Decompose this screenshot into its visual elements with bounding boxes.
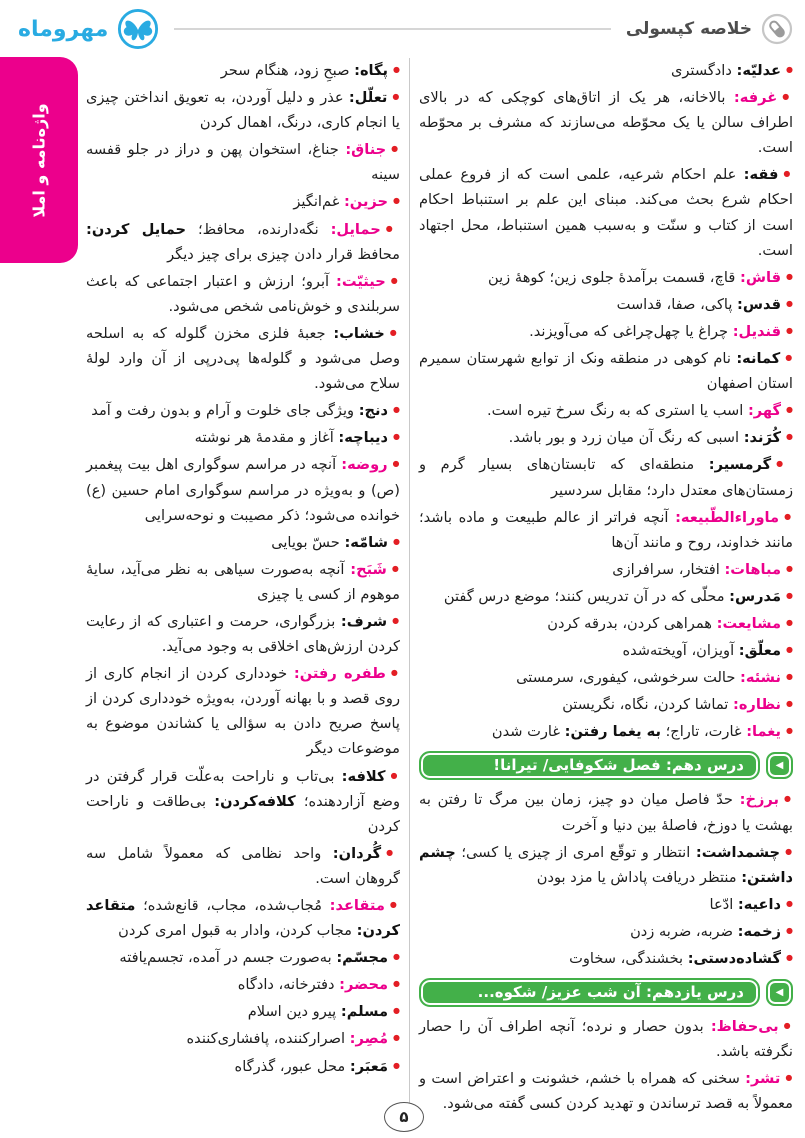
bullet-icon: ● <box>786 672 793 682</box>
glossary-entry <box>419 425 793 450</box>
glossary-entry <box>419 58 793 83</box>
keyword-text: یغما: <box>746 723 782 741</box>
definition-text: همراهی کردن، بدرقه کردن <box>547 614 717 632</box>
bullet-icon: ● <box>786 898 793 908</box>
glossary-entry <box>86 425 400 450</box>
brand-name: مهروماه <box>18 16 109 42</box>
triangle-marker-icon: ◀ <box>766 752 793 779</box>
keyword-text: قاش: <box>740 268 782 286</box>
bullet-icon: ● <box>393 1060 400 1070</box>
keyword-text: چشمداشت: <box>695 843 781 861</box>
keyword-text: کمانه: <box>736 350 781 368</box>
definition-text: غارت شدن <box>491 723 565 741</box>
bullet-icon: ● <box>786 65 793 74</box>
keyword-text: گهر: <box>747 402 782 420</box>
glossary-entry <box>419 787 793 837</box>
side-tab-label: واژه‌نامه و املا <box>29 102 49 218</box>
bullet-icon: ● <box>782 92 794 102</box>
glossary-column-left <box>86 58 400 1104</box>
keyword-text: مشایعت: <box>716 614 782 632</box>
definition-text: اسبی که رنگ آن میان زرد و بور باشد. <box>508 429 744 447</box>
glossary-entry <box>419 162 793 262</box>
bullet-icon: ● <box>776 459 794 469</box>
bullet-icon: ● <box>783 1021 794 1031</box>
definition-text: جعبهٔ فلزی مخزن گلوله که به اسلحه وصل می‌شود و گلوله‌ها پی‌درپی از آن وارد لولهٔ سلاح می‌شود. <box>86 324 400 393</box>
keyword-text: مسلم: <box>340 1003 389 1021</box>
definition-text: بی‌تاب و ناراحت به‌علّت قرار گرفتن در وضع آزاردهنده؛ <box>86 767 400 810</box>
glossary-entry <box>419 584 793 609</box>
glossary-entry <box>419 919 793 944</box>
definition-text: چراغ یا چهل‌چراغی که می‌آویزند. <box>529 322 733 340</box>
definition-text: غارت، تاراج؛ <box>661 723 747 741</box>
bullet-icon: ● <box>389 327 400 337</box>
lesson-title: درس یازدهم: آن شب عزیز/ شکوه... <box>419 978 760 1007</box>
glossary-entry <box>419 346 793 396</box>
glossary-entry <box>86 999 400 1024</box>
glossary-entry <box>419 398 793 423</box>
definition-text: آبرو؛ ارزش و اعتبار اجتماعی که باعث سربلندی و خوش‌نامی شخص می‌شود. <box>86 272 400 315</box>
definition-text: محل عبور، گذرگاه <box>234 1057 350 1075</box>
definition-text: محافظ قرار دادن چیزی برای چیز دیگر <box>167 245 400 263</box>
keyword-text: عدلیّه: <box>736 62 782 79</box>
header-section-label: خلاصه کپسولی <box>625 19 752 39</box>
definition-text: صبحِ زود، هنگام سحر <box>220 62 355 79</box>
definition-text: تماشا کردن، نگاه، نگریستن <box>562 696 733 714</box>
keyword-text: داعیه: <box>737 895 782 913</box>
glossary-column-right <box>419 58 794 1113</box>
bullet-icon: ● <box>393 196 400 206</box>
definition-text: ادّعا <box>709 895 738 913</box>
definition-text: پاکی، صفا، قداست <box>616 295 738 313</box>
bullet-icon: ● <box>786 617 793 627</box>
keyword-text: متقاعد کردن: <box>86 897 400 940</box>
definition-text: مجاب کردن، وادار به قبول امری کردن <box>118 922 357 940</box>
keyword-text: دیباچه: <box>338 429 389 447</box>
glossary-entry <box>86 217 400 267</box>
page-header <box>0 6 805 52</box>
keyword-text: کلافه‌کردن: <box>214 792 296 810</box>
definition-text: نگه‌دارنده، محافظ؛ <box>186 220 331 238</box>
bullet-icon: ● <box>786 432 793 442</box>
keyword-text: حزین: <box>343 193 389 211</box>
bullet-icon: ● <box>393 405 400 415</box>
glossary-entry <box>86 661 400 761</box>
lesson-title: درس دهم: فصل شکوفایی/ تیرانا! <box>419 751 760 780</box>
definition-text: قاچ، قسمت برآمدهٔ جلوی زین؛ کوههٔ زین <box>488 268 740 286</box>
keyword-text: گُردان: <box>332 844 382 862</box>
keyword-text: شامّه: <box>344 533 389 551</box>
keyword-text: نظاره: <box>732 696 782 714</box>
keyword-text: قدس: <box>737 295 782 313</box>
glossary-entry <box>86 972 400 997</box>
keyword-text: مَعبَر: <box>349 1057 389 1075</box>
keyword-text: معلّق: <box>738 642 782 660</box>
keyword-text: گشاده‌دستی: <box>687 950 782 967</box>
glossary-entry <box>86 1054 400 1079</box>
definition-text: منتظر دریافت پاداش یا مزد بودن <box>536 868 742 886</box>
definition-text: بزرگواری، حرمت و اعتباری که از رعایت کردن ارزش‌های اخلاقی به وجود می‌آید. <box>86 612 400 656</box>
glossary-entry <box>86 85 400 135</box>
bullet-icon: ● <box>784 511 794 521</box>
glossary-entry <box>419 946 793 971</box>
definition-text: مُجاب‌شده، مجاب، قانع‌شده؛ <box>135 897 330 914</box>
keyword-text: تعلّل: <box>348 89 388 107</box>
definition-text: انتظار و توقّع امری از چیزی یا کسی؛ <box>455 843 696 861</box>
glossary-entry <box>86 764 400 839</box>
keyword-text: شرف: <box>340 612 388 630</box>
bullet-icon: ● <box>786 726 793 736</box>
glossary-entry <box>419 638 793 663</box>
keyword-text: طفره رفتن: <box>293 665 386 683</box>
definition-text: آویزان، آویخته‌شده <box>622 642 739 660</box>
keyword-text: قندیل: <box>732 322 782 340</box>
keyword-text: دنج: <box>358 402 389 420</box>
bullet-icon: ● <box>786 953 793 962</box>
definition-text: افتخار، سرافرازی <box>612 560 725 578</box>
bullet-icon: ● <box>392 92 401 102</box>
keyword-text: مُصِر: <box>349 1030 389 1048</box>
bullet-icon: ● <box>786 925 793 935</box>
glossary-entry <box>86 530 400 555</box>
definition-text: ضربه، ضربه زدن <box>630 922 738 940</box>
bullet-icon: ● <box>393 65 400 74</box>
lesson-header <box>419 978 793 1007</box>
definition-text: دفترخانه، دادگاه <box>237 976 340 994</box>
definition-text: آنچه فراتر از عالم طبیعت و ماده باشد؛ مانند خداوند، روح و مانند آن‌ها <box>419 508 793 551</box>
bullet-icon: ● <box>786 271 793 281</box>
column-divider <box>409 58 410 1104</box>
bullet-icon: ● <box>393 979 400 989</box>
bullet-icon: ● <box>786 325 793 335</box>
glossary-entry <box>419 892 793 917</box>
definition-text: بالاخانه، هر یک از اتاق‌های کوچکی که در بالای اطراف سالن یا یک محوّطه می‌سازند که مشرف بر محوّطه است. <box>419 89 793 157</box>
bullet-icon: ● <box>786 563 793 573</box>
keyword-text: غرفه: <box>733 89 778 107</box>
definition-text: خودداری کردن از انجام کاری از روی قصد و با بهانه آوردن، به‌ویژه خودداری کردن از پاسخ صریح دادن به سؤالی یا کشاندن موضوع به موضوعات دیگر <box>86 665 400 758</box>
glossary-entry <box>86 398 400 423</box>
bullet-icon: ● <box>785 1073 793 1083</box>
keyword-text: متقاعد: <box>329 897 385 914</box>
bullet-icon: ● <box>390 770 400 780</box>
definition-text: جناغ، استخوان پهن و دراز در جلو قفسه سینه <box>86 141 400 184</box>
keyword-text: برزخ: <box>739 791 779 809</box>
definition-text: آغاز و مقدمهٔ هر نوشته <box>194 429 339 447</box>
bullet-icon: ● <box>393 432 400 442</box>
glossary-entry <box>419 692 793 717</box>
definition-text: ویژگی جای خلوت و آرام و بدون رفت و آمد <box>91 402 359 420</box>
glossary-entry <box>419 452 793 502</box>
bullet-icon: ● <box>386 847 401 857</box>
capsule-icon <box>761 13 793 45</box>
definition-text: آنچه در مراسم سوگواری اهل بیت پیغمبر (ص) و به‌ویژه در مراسم سوگواری امام حسین (ع) خوانده می‌شود؛ ذکر مصیبت و نوحه‌سرایی <box>86 456 400 524</box>
keyword-text: نشئه: <box>740 669 782 687</box>
keyword-text: شَبَح: <box>350 560 387 578</box>
bullet-icon: ● <box>786 298 793 308</box>
glossary-entry <box>86 189 400 214</box>
glossary-entry <box>86 1026 400 1051</box>
keyword-text: محضر: <box>339 976 389 994</box>
bullet-icon: ● <box>393 536 400 546</box>
glossary-entry <box>419 1014 793 1064</box>
bullet-icon: ● <box>783 169 793 179</box>
definition-text: نام کوهی در منطقه ونک از توابع شهرستان سمیرم استان اصفهان <box>419 350 793 393</box>
glossary-entry <box>419 85 793 160</box>
definition-text: به‌صورت جسم در آمده، تجسم‌یافته <box>119 949 337 967</box>
glossary-entry <box>86 893 400 943</box>
glossary-entry <box>419 611 793 636</box>
bullet-icon: ● <box>390 275 400 285</box>
glossary-entry <box>86 609 400 659</box>
definition-text: علم احکام شرعیه، علمی است که از فروع عملی احکام شرع بحث می‌کند. مبنای این علم بر استنباط احکام است از کتاب و سنّت و به‌سبب همین استنباط، محل اجتهاد است. <box>419 166 793 259</box>
page-number: ۵ <box>399 1108 409 1126</box>
bullet-icon: ● <box>391 144 400 154</box>
bullet-icon: ● <box>391 563 401 573</box>
glossary-entry <box>86 557 400 607</box>
content-area <box>86 58 794 1113</box>
keyword-text: بی‌حفاظ: <box>710 1018 779 1036</box>
glossary-entry <box>86 58 400 83</box>
keyword-text: جناق: <box>345 141 387 159</box>
keyword-text: حمایل: <box>330 220 381 238</box>
keyword-text: کلافه: <box>341 767 386 785</box>
definition-text: بدون حصار و نرده؛ آنچه اطراف آن را حصار نگرفته باشد. <box>419 1018 793 1061</box>
definition-text: اسب یا استری که به رنگ سرخ تیره است. <box>486 402 748 420</box>
bullet-icon: ● <box>393 1033 400 1043</box>
bullet-icon: ● <box>785 353 793 363</box>
keyword-text: مجسّم: <box>336 949 389 967</box>
definition-text: آنچه به‌صورت سیاهی به نظر می‌آید، سایهٔ موهوم از کسی یا چیزی <box>86 560 400 603</box>
side-tab-vocabulary <box>0 57 78 263</box>
keyword-text: پگاه: <box>354 62 389 79</box>
glossary-entry <box>419 319 793 344</box>
bullet-icon: ● <box>392 459 400 469</box>
glossary-entry <box>419 1066 793 1116</box>
keyword-text: مَدرس: <box>729 587 782 605</box>
definition-text: منطقه‌ای که تابستان‌های بسیار گرم و زمستان‌های معتدل دارد؛ مقابل سردسیر <box>419 456 793 499</box>
page-number-badge <box>384 1102 424 1132</box>
bullet-icon: ● <box>385 223 400 233</box>
glossary-entry <box>86 321 400 396</box>
glossary-entry <box>419 557 793 582</box>
glossary-entry <box>419 505 793 555</box>
bullet-icon: ● <box>786 645 793 655</box>
keyword-text: کُرَند: <box>743 429 782 447</box>
definition-text: پیرو دین اسلام <box>247 1003 341 1021</box>
bullet-icon: ● <box>786 590 793 600</box>
definition-text: دادگستری <box>670 62 737 79</box>
butterfly-icon <box>117 8 159 50</box>
keyword-text: خشاب: <box>333 324 385 342</box>
keyword-text: حیثیّت: <box>336 272 386 290</box>
bullet-icon: ● <box>390 668 400 678</box>
keyword-text: مباهات: <box>724 560 782 578</box>
glossary-entry <box>86 841 400 891</box>
keyword-text: گرمسیر: <box>708 456 772 474</box>
glossary-entry <box>86 269 400 319</box>
glossary-entry <box>86 452 400 527</box>
definition-text: غم‌انگیز <box>293 193 344 211</box>
glossary-entry <box>86 137 400 187</box>
definition-text: واحد نظامی که معمولاً شامل سه گروهان است. <box>86 844 400 887</box>
bullet-icon: ● <box>786 405 793 415</box>
keyword-text: حمایل کردن: <box>86 220 187 238</box>
keyword-text: روضه: <box>341 456 388 474</box>
lesson-header <box>419 751 793 780</box>
bullet-icon: ● <box>393 952 400 962</box>
keyword-text: ماوراءالطّبیعه: <box>675 508 780 526</box>
definition-text: حسّ بویایی <box>271 533 345 551</box>
bullet-icon: ● <box>393 1006 400 1016</box>
glossary-entry <box>419 292 793 317</box>
definition-text: سخنی که همراه با خشم، خشونت و اعتراض است و معمولاً به قصد ترساندن و تهدید کردن کسی گفته می‌شود. <box>419 1070 793 1113</box>
definition-text: عذر و دلیل آوردن، به تعویق انداختن چیزی یا انجام کاری، درنگ، اهمال کردن <box>86 89 400 132</box>
keyword-text: فقه: <box>743 166 779 184</box>
bullet-icon: ● <box>392 615 400 625</box>
glossary-entry <box>419 719 793 744</box>
bullet-icon: ● <box>785 846 793 856</box>
triangle-marker-icon: ◀ <box>766 979 793 1006</box>
glossary-entry <box>419 265 793 290</box>
definition-text: محلّی که در آن تدریس کنند؛ موضع درس گفتن <box>443 587 730 605</box>
header-divider-line <box>174 28 610 30</box>
bullet-icon: ● <box>389 900 400 909</box>
bullet-icon: ● <box>783 794 793 804</box>
definition-text: بی‌طاقت و ناراحت کردن <box>86 792 400 835</box>
definition-text: اصرارکننده، پافشاری‌کننده <box>186 1030 350 1048</box>
glossary-entry <box>419 665 793 690</box>
keyword-text: به یغما رفتن: <box>564 723 662 741</box>
definition-text: حالت سرخوشی، کیفوری، سرمستی <box>516 669 741 687</box>
bullet-icon: ● <box>786 699 793 709</box>
keyword-text: تشر: <box>745 1070 781 1088</box>
keyword-text: چشم داشتن: <box>419 843 793 886</box>
glossary-entry <box>419 840 793 890</box>
glossary-entry <box>86 945 400 970</box>
keyword-text: زخمه: <box>737 922 782 940</box>
definition-text: بخشندگی، سخاوت <box>569 950 688 967</box>
definition-text: حدّ فاصل میان دو چیز، زمان بین مرگ تا رفتن به بهشت یا دوزخ، فاصلهٔ بین دنیا و آخرت <box>419 791 793 834</box>
